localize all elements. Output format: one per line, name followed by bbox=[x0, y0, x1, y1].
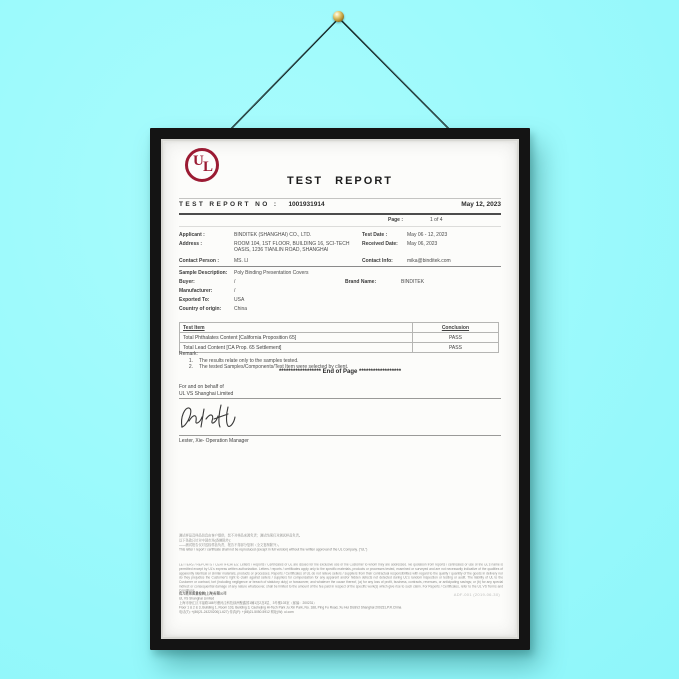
legal-disclaimer: LETTERS / REPORTS / CERTIFICATES: Letters / Reports / Certificates of UL are issued for the exclusive use of the Customer to whom they are addressed. No quotation from reports / certificates or use of the UL's name is permitted except by UL's express written authorization. Letters / reports / certificates apply only to the specific materials, products or processes tested, examined or surveyed and are not necessarily indicative of the qualities of apparently identical or similar materials, products or processes. Reports / Certificates of UL do not relieve sellers / suppliers from their contractual responsibilities with regard to the quality / quantity of the goods in delivery nor do they prejudice the Customer's right to claim against sellers / suppliers for compensation for any apparent and/or hidden defects not detected during UL's random inspection or testing or audit. The liability of UL to the Customer or contract, tort (including negligence or breach of statutory duty) or howsoever, and whatever the cause thereof, (a) for any loss of profit, business, contracts, revenues, or anticipating savings; or (b) for any special indirect or consequential damage of any nature whatsoever, shall be limited to the amount of the fee paid in respect of the specific work(s) which give rise to such claim. For Reports / Certificates, refer to the UL VS Terms and Conditions. bbox=[179, 563, 503, 593]
page-label: Page : bbox=[388, 217, 404, 223]
divider bbox=[179, 226, 501, 227]
country-value: China bbox=[234, 306, 248, 312]
fine-print-cn-line: 以下条款只针对中国市场(香港除外)： bbox=[179, 539, 233, 543]
fine-print-cn-line: 测试样品及样品信息由客户提供，恕不对样品来源负责；测试结果仅对测试样品负责。 bbox=[179, 534, 303, 538]
test-item-cell: Total Lead Content [CA Prop. 65 Settlement] bbox=[180, 343, 413, 353]
footer-address-en: Floor 1 & 2 & 3, Building 1, Room 103, Building 3, Caohejing Hi-Tech Park Ju Xin Park, No. 188, Ping Fu Road, Xu Hui District Shanghai 200231,P.R.China bbox=[179, 606, 402, 610]
remark-number: 2. bbox=[188, 364, 193, 370]
table-header-row bbox=[180, 323, 499, 333]
signing-company: UL VS Shanghai Limited bbox=[179, 390, 234, 397]
divider bbox=[179, 435, 501, 436]
conclusion-cell: PASS bbox=[412, 343, 498, 353]
manufacturer-value: / bbox=[234, 288, 236, 294]
footer-phone-line: 电话(T): +(86)21-24220200(1-627) 传真(F): +(86)21-5050-5912 网址(W): ul.com bbox=[179, 610, 294, 615]
end-of-page-marker: ****************** End of Page ****************** bbox=[278, 369, 402, 375]
test-report-document bbox=[163, 141, 517, 637]
received-date-label: Received Date: bbox=[362, 241, 398, 247]
exported-to-value: USA bbox=[234, 297, 245, 303]
divider bbox=[179, 213, 501, 215]
sample-description-label: Sample Description: bbox=[179, 270, 228, 276]
manufacturer-label: Manufacturer: bbox=[179, 288, 213, 294]
contact-person-label: Contact Person : bbox=[179, 258, 220, 264]
contact-info-value: mika@binditek.com bbox=[407, 258, 451, 264]
remark-text: The results relate only to the samples tested. bbox=[199, 357, 299, 364]
divider bbox=[179, 266, 501, 267]
exported-to-label: Exported To: bbox=[179, 297, 210, 303]
ul-logo-letter-l: L bbox=[203, 159, 214, 175]
signature-image bbox=[178, 399, 242, 435]
brand-name-value: BINDITEK bbox=[401, 279, 425, 285]
test-date-label: Test Date : bbox=[362, 232, 388, 238]
test-item-header: Test Item bbox=[180, 323, 413, 333]
page-value: 1 of 4 bbox=[430, 217, 443, 223]
country-label: Country of origin: bbox=[179, 306, 222, 312]
address-value: ROOM 104, 1ST FLOOR, BUILDING 16, SCI-TECH OASIS, 1236 TIANLIN ROAD, SHANGHAI bbox=[234, 241, 350, 253]
remark-item bbox=[179, 358, 299, 364]
buyer-label: Buyer: bbox=[179, 279, 195, 285]
received-date-value: May 06, 2023 bbox=[407, 241, 438, 247]
results-table bbox=[179, 322, 499, 353]
remark-label: Remark: bbox=[179, 351, 198, 357]
report-no-value: 1001931914 bbox=[288, 201, 325, 208]
sample-description-value: Poly Binding Presentation Covers bbox=[234, 270, 309, 276]
table-row bbox=[180, 333, 499, 343]
signer-name: Lester, Xie- Operation Manager bbox=[179, 437, 249, 444]
conclusion-cell: PASS bbox=[412, 333, 498, 343]
remark-number: 1. bbox=[188, 357, 193, 364]
form-code: ADF-001 (2019-06-30) bbox=[453, 592, 500, 597]
divider bbox=[179, 198, 501, 199]
footer-address-cn: 上海市徐汇区平福路188号漕河泾科技绿洲聚鑫园1幢1及2及3层、3号楼103室（邮编：200231） bbox=[179, 601, 317, 605]
ul-logo-letter-u: U bbox=[193, 153, 204, 169]
table-row bbox=[180, 343, 499, 353]
fine-print-cn-line: ——测试报告仅对送检样品负责，报告不得部分复制（全文复制除外）。 bbox=[179, 543, 282, 547]
contact-person-value: MS. LI bbox=[234, 258, 249, 264]
fine-print-block bbox=[179, 534, 503, 552]
test-item-cell: Total Phthalates Content [California Proposition 65] bbox=[180, 333, 413, 343]
fine-print-en-line: This letter / report / certificate shall not be reproduced (except in full version) without the written approval of the UL Company. ("UL") bbox=[179, 548, 368, 552]
footer-company-cn: 优力胜邦质量检测(上海)有限公司 bbox=[179, 592, 227, 596]
test-date-value: May 06 - 12, 2023 bbox=[407, 232, 448, 238]
brand-name-label: Brand Name: bbox=[345, 279, 377, 285]
remark-text: The tested Samples/Components/Test Item were selected by client. bbox=[199, 364, 349, 370]
behalf-text: For and on behalf of bbox=[179, 384, 224, 390]
picture-frame bbox=[150, 128, 530, 650]
report-no-label: TEST REPORT NO : bbox=[179, 201, 279, 208]
conclusion-header: Conclusion bbox=[412, 323, 498, 333]
page-title: TEST REPORT bbox=[286, 175, 393, 187]
footer-company-en: UL VS Shanghai Limited bbox=[179, 597, 215, 601]
contact-info-label: Contact Info: bbox=[362, 258, 393, 264]
report-number-row bbox=[179, 201, 501, 208]
applicant-label: Applicant : bbox=[179, 232, 205, 238]
hanging-pin bbox=[333, 11, 344, 22]
applicant-value: BINDITEK (SHANGHAI) CO., LTD. bbox=[234, 232, 312, 238]
buyer-value: / bbox=[234, 279, 236, 285]
address-label: Address : bbox=[179, 241, 203, 247]
issue-date: May 12, 2023 bbox=[461, 201, 501, 208]
